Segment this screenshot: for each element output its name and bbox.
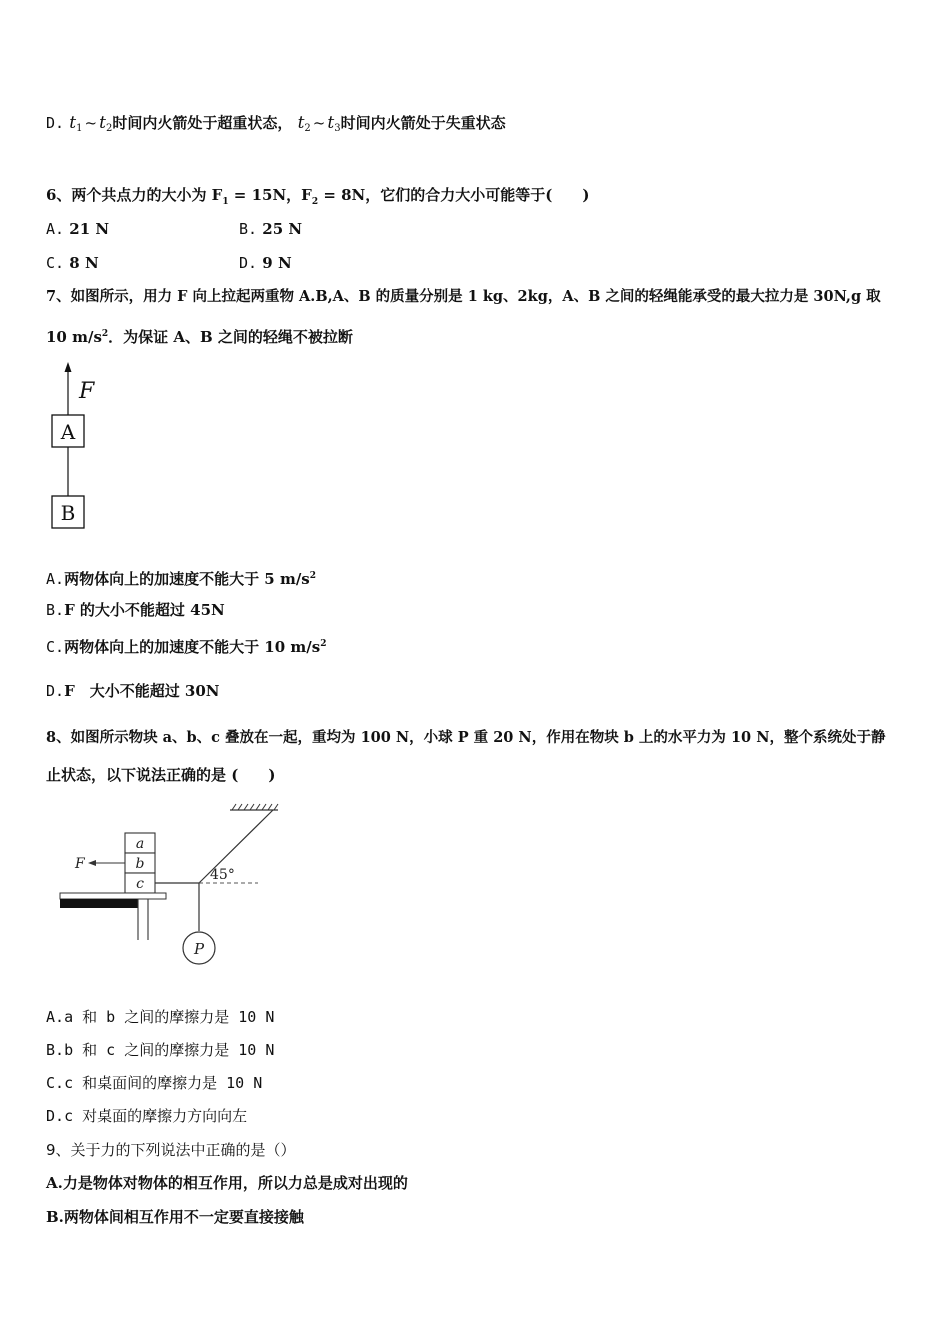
option-label: D. [46,114,65,132]
q8-stem-line2: 止状态，以下说法正确的是 ( ) [46,766,276,784]
table-edge [60,899,138,908]
q9-option-b: B.两物体间相互作用不一定要直接接触 [46,1208,304,1226]
force-arrow-head [65,362,72,372]
q9-option-a: A.力是物体对物体的相互作用，所以力总是成对出现的 [46,1174,408,1192]
force-arrow-head [88,860,96,866]
q7-stem-line1: 7、如图所示，用力 F 向上拉起两重物 A.B,A、B 的质量分别是 1 kg、2kg，A、B 之间的轻绳能承受的最大拉力是 30N,g 取 [46,288,881,305]
block-c-label: c [136,876,144,892]
t2-symbol: t [99,113,106,133]
option-text: 时间内火箭处于失重状态 [340,114,506,132]
q8-option-a: A.a 和 b 之间的摩擦力是 10 N [46,1008,275,1026]
q7-option-c: C.两物体向上的加速度不能大于 10 $m/s^2$ [46,638,327,656]
t2-subscript: 2 [105,123,113,134]
q9-stem: 9、关于力的下列说法中正确的是（） [46,1141,296,1159]
table-top [60,893,166,899]
q5-option-d [46,113,506,139]
q8-option-b: B.b 和 c 之间的摩擦力是 10 N [46,1041,275,1059]
q8-option-d: D.c 对桌面的摩擦力方向向左 [46,1107,248,1125]
q6-option-d: D. 9 N [239,254,292,272]
t3-symbol: t [327,113,335,133]
ball-label: P [193,940,205,958]
angle-label: 45° [210,867,235,883]
option-text: 时间内火箭处于超重状态， [112,114,293,132]
t2-subscript: 2 [304,123,311,134]
q8-stem-line1: 8、如图所示物块 a、b、c 叠放在一起，重均为 100 N，小球 P 重 20 N，作用在物块 b 上的水平力为 10 N，整个系统处于静 [46,729,886,746]
tilde-symbol: ~ [84,114,98,132]
q7-stem-line2: 10 $m/s^2$．为保证 A、B 之间的轻绳不被拉断 [46,328,353,346]
force-label: F [79,379,95,404]
q7-figure [46,360,106,532]
q6-option-a: A. 21 N [46,220,110,238]
q7-option-d: D.F 大小不能超过 30N [46,682,220,700]
q6-stem: 6、两个共点力的大小为 $F_1 = 15N$，$F_2 = 8N$，它们的合力大小可能等于( ) [46,186,590,207]
t2-symbol: t [297,113,305,133]
tilde-symbol: ~ [312,114,326,132]
q7-option-a: A.两物体向上的加速度不能大于 5 $m/s^2$ [46,570,317,588]
t1-symbol: t [69,113,77,133]
block-a-label: a [135,836,145,852]
block-b-label: B [60,501,76,525]
t1-subscript: 1 [76,123,83,134]
t3-subscript: 3 [334,123,341,134]
block-b-label: b [135,856,145,872]
block-a-label: A [60,420,76,444]
q6-option-c: C. 8 N [46,254,99,272]
q8-figure [58,800,288,975]
q6-option-b: B. 25 N [239,220,303,238]
q8-option-c: C.c 和桌面间的摩擦力是 10 N [46,1074,263,1092]
force-label: F [75,856,85,872]
q7-option-b: B.F 的大小不能超过 45N [46,601,225,619]
